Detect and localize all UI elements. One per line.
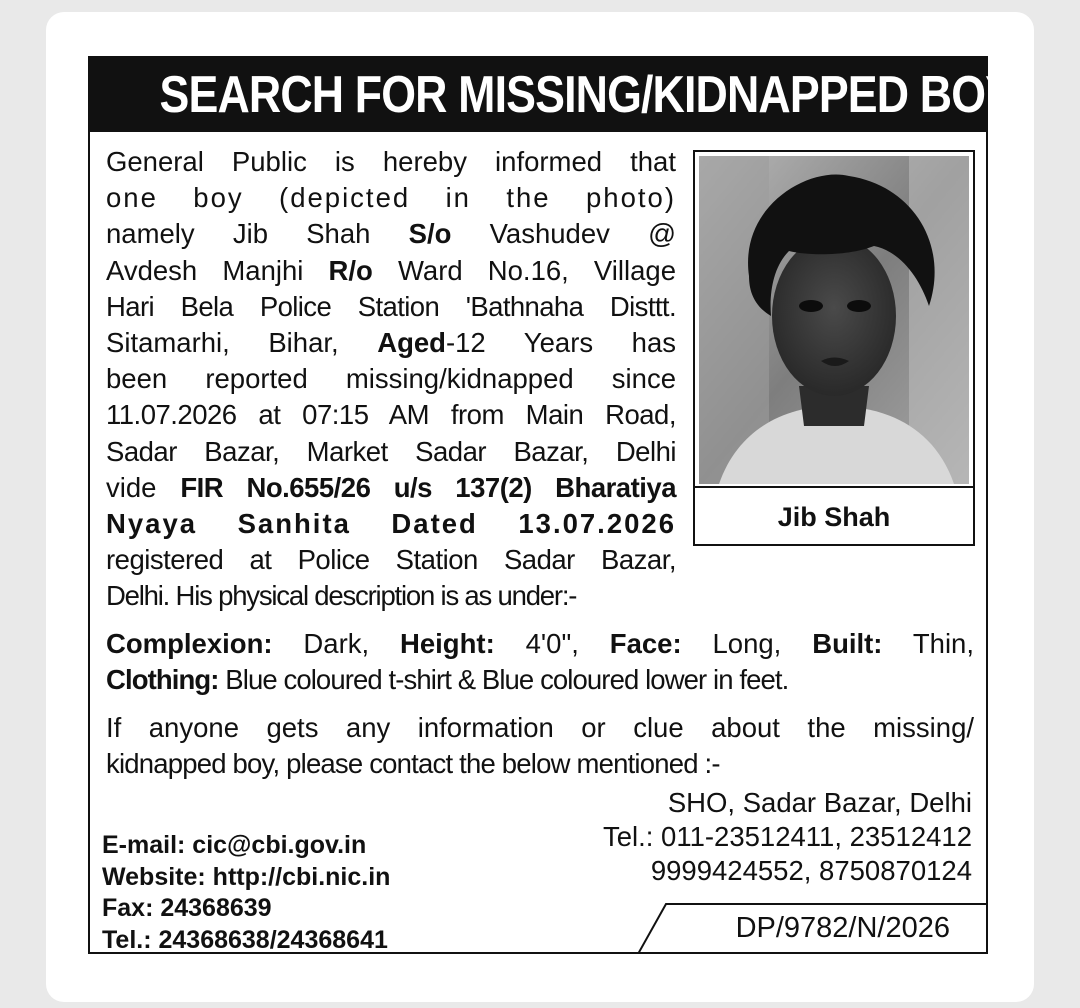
body-line: registered at Police Station Sadar Bazar, [106, 544, 676, 576]
body-line: namely Jib Shah S/o Vashudev @ [106, 218, 676, 250]
body-line: Hari Bela Police Station 'Bathnaha Disttt. [106, 290, 676, 322]
sho-contact [552, 786, 972, 888]
physical-description [106, 626, 974, 698]
description-line: Clothing: Blue coloured t-shirt & Blue coloured lower in feet. [106, 664, 789, 696]
appeal-line: If anyone gets any information or clue about the missing/ [106, 712, 974, 743]
description-line: Complexion: Dark, Height: 4'0", Face: Long, Built: Thin, [106, 628, 974, 659]
sho-mobile: 9999424552, 8750870124 [650, 855, 972, 886]
telephone-line: Tel.: 24368638/24368641 [102, 925, 388, 954]
cbi-contact [102, 830, 522, 956]
notice-body [106, 144, 676, 615]
body-line: one boy (depicted in the photo) [106, 182, 676, 214]
appeal-line: kidnapped boy, please contact the below mentioned :- [106, 748, 720, 780]
notice-title: SEARCH FOR MISSING/KIDNAPPED BOY [90, 58, 986, 132]
sho-telephone: Tel.: 011-23512411, 23512412 [602, 821, 972, 852]
body-line: Sitamarhi, Bihar, Aged-12 Years has [106, 327, 676, 359]
appeal-text [106, 710, 974, 782]
body-line: been reported missing/kidnapped since [106, 363, 676, 395]
body-line: 11.07.2026 at 07:15 AM from Main Road, [106, 399, 676, 431]
photo-frame [693, 150, 975, 546]
website-line: Website: http://cbi.nic.in [102, 862, 391, 891]
missing-notice [88, 56, 1015, 954]
boy-portrait-image [699, 156, 969, 484]
body-line: Delhi. His physical description is as under:- [106, 580, 577, 612]
body-line: vide FIR No.655/26 u/s 137(2) Bharatiya [106, 471, 676, 503]
fax-line: Fax: 24368639 [102, 894, 272, 922]
reference-number: DP/9782/N/2026 [735, 912, 950, 944]
email-line: E-mail: cic@cbi.gov.in [102, 831, 367, 859]
photo-caption: Jib Shah [695, 486, 973, 546]
boy-photo [699, 156, 969, 484]
body-line: Nyaya Sanhita Dated 13.07.2026 [106, 508, 676, 540]
body-line: General Public is hereby informed that [106, 146, 676, 177]
body-line: Sadar Bazar, Market Sadar Bazar, Delhi [106, 435, 676, 467]
body-line: Avdesh Manjhi R/o Ward No.16, Village [106, 254, 676, 286]
sho-office: SHO, Sadar Bazar, Delhi [667, 787, 972, 818]
reference-box [638, 902, 988, 954]
